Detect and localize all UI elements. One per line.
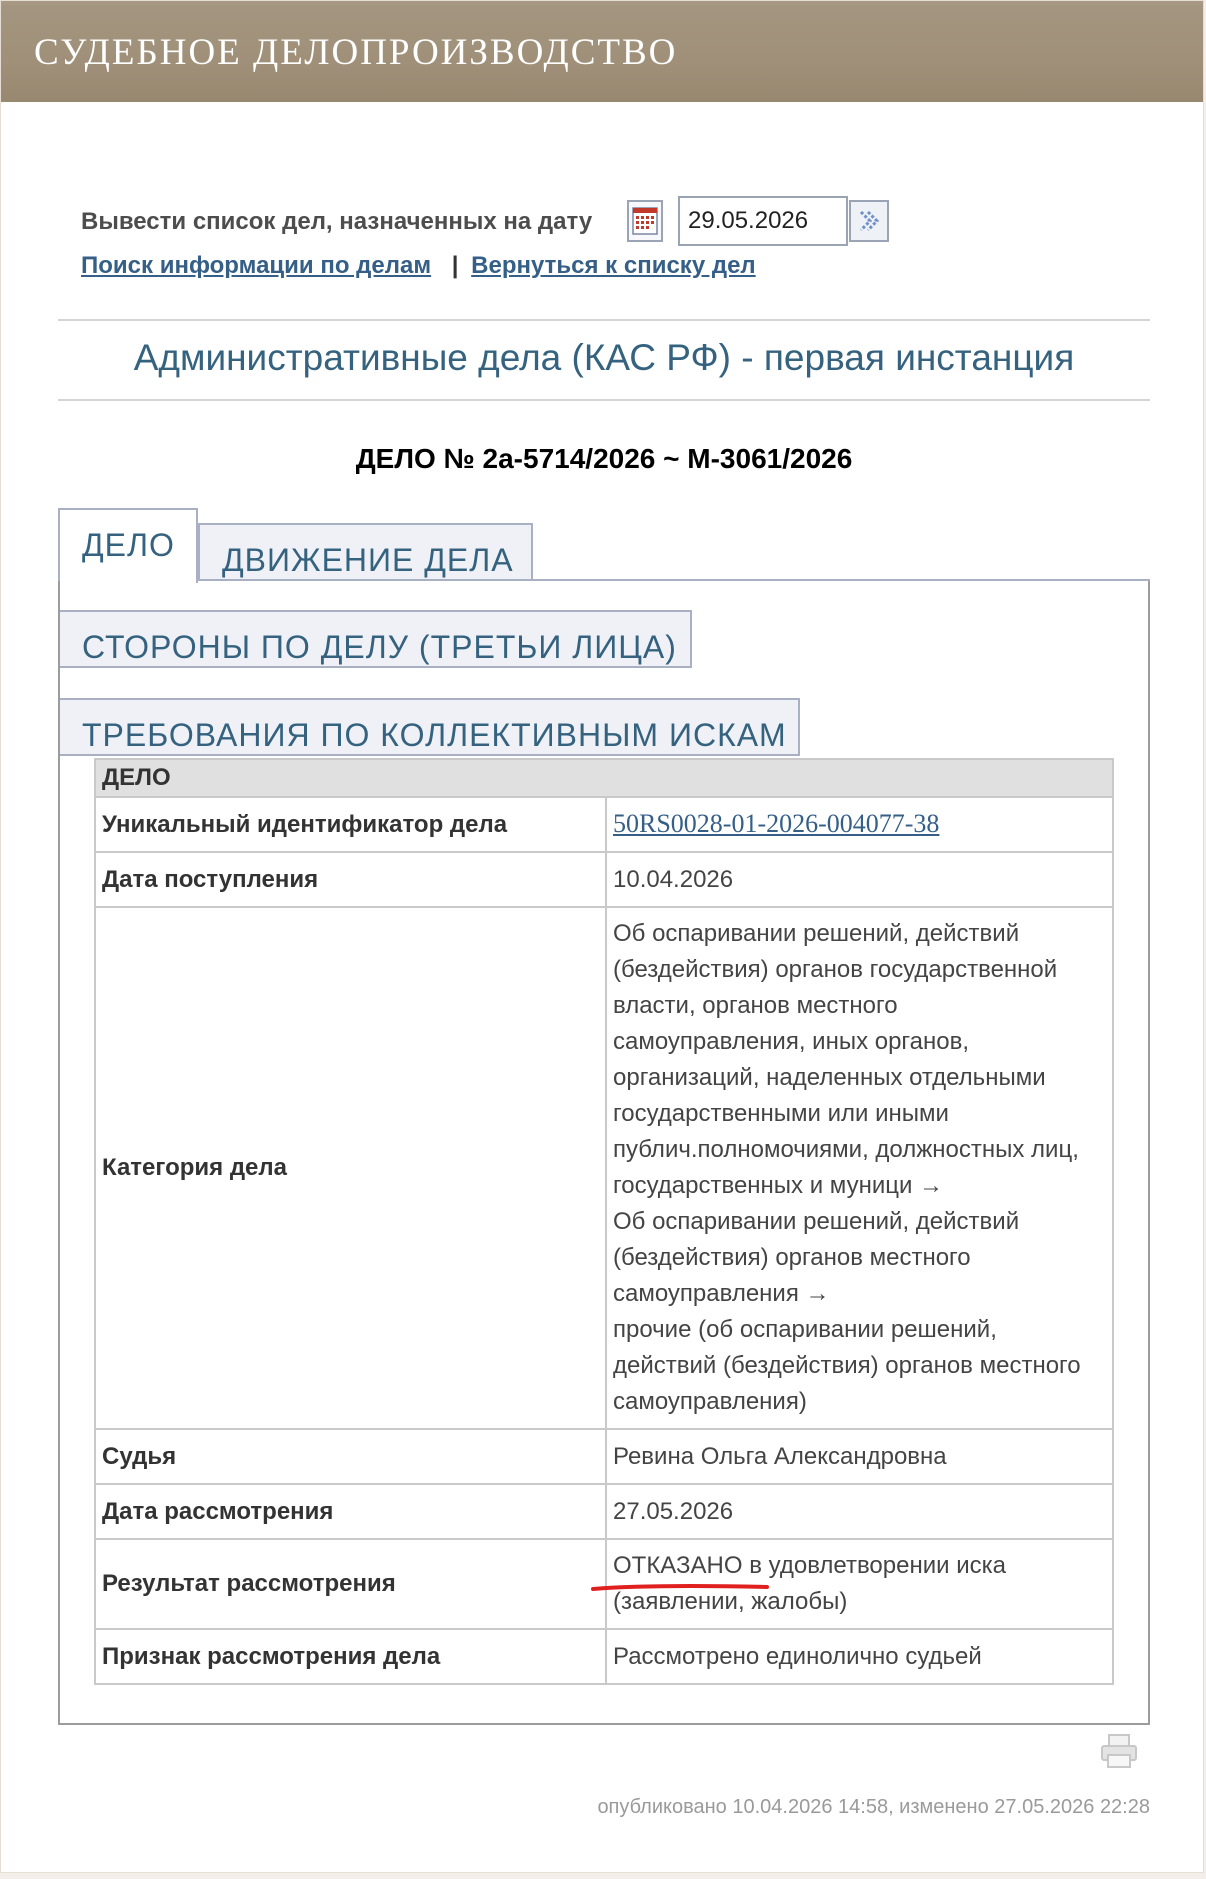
table-row: [95, 1539, 1113, 1629]
go-arrow-icon[interactable]: [849, 200, 889, 242]
hearing-date-value: 27.05.2026: [606, 1484, 1113, 1539]
result-label: Результат рассмотрения: [95, 1539, 606, 1629]
search-cases-link[interactable]: Поиск информации по делам: [81, 252, 432, 279]
category-line: организаций, наделенных отдельными: [613, 1064, 1046, 1091]
links-separator: |: [451, 252, 459, 279]
result-emphasis-wrap: [613, 1552, 749, 1579]
judge-value: Ревина Ольга Александровна: [606, 1429, 1113, 1484]
category-line: самоуправления, иных органов,: [613, 1028, 970, 1055]
uid-value: [606, 797, 1113, 852]
calendar-icon[interactable]: [627, 200, 663, 242]
category-line: власти, органов местного: [613, 992, 898, 1019]
mode-label: Признак рассмотрения дела: [95, 1629, 606, 1684]
tab-collective-claims[interactable]: ТРЕБОВАНИЯ ПО КОЛЛЕКТИВНЫМ ИСКАМ: [58, 698, 800, 756]
received-date-value: 10.04.2026: [606, 852, 1113, 907]
tab-case-movement[interactable]: ДВИЖЕНИЕ ДЕЛА: [198, 523, 533, 581]
category-line: действий (бездействия) органов местного: [613, 1352, 1081, 1379]
divider-top: [58, 319, 1150, 321]
back-to-list-link[interactable]: Вернуться к списку дел: [471, 252, 756, 279]
nav-links: [81, 252, 756, 280]
category-line: государственными или иными: [613, 1100, 949, 1127]
date-input[interactable]: [678, 196, 848, 246]
category-line: государственных и муници →: [613, 1172, 944, 1199]
table-row: [95, 852, 1113, 907]
result-emphasis: ОТКАЗАНО: [613, 1552, 743, 1579]
table-row: [95, 797, 1113, 852]
uid-label: Уникальный идентификатор дела: [95, 797, 606, 852]
category-line: самоуправления →: [613, 1280, 830, 1307]
category-line: самоуправления): [613, 1388, 807, 1415]
category-line: Об оспаривании решений, действий: [613, 1208, 1020, 1235]
table-row: [95, 1429, 1113, 1484]
table-header: ДЕЛО: [95, 759, 1113, 797]
date-filter-label: Вывести список дел, назначенных на дату: [81, 208, 593, 235]
site-header: [1, 1, 1203, 102]
result-rest: в удовлетворении иска: [749, 1552, 1006, 1579]
printer-icon[interactable]: [1099, 1731, 1139, 1771]
publication-meta: опубликовано 10.04.2026 14:58, изменено 27.05.2026 22:28: [597, 1796, 1150, 1818]
result-value: [606, 1539, 1113, 1629]
divider-bottom: [58, 399, 1150, 401]
category-line: Об оспаривании решений, действий: [613, 920, 1020, 947]
category-value: [606, 907, 1113, 1429]
uid-link[interactable]: 50RS0028-01-2026-004077-38: [613, 809, 940, 838]
section-title: Административные дела (КАС РФ) - первая инстанция: [133, 337, 1075, 378]
judge-label: Судья: [95, 1429, 606, 1484]
tab-parties[interactable]: СТОРОНЫ ПО ДЕЛУ (ТРЕТЬИ ЛИЦА): [58, 610, 692, 668]
tab-case[interactable]: ДЕЛО: [58, 508, 198, 583]
received-date-label: Дата поступления: [95, 852, 606, 907]
result-line-2: (заявлении, жалобы): [613, 1588, 848, 1615]
case-info-table: [94, 758, 1114, 1685]
table-header-row: [95, 759, 1113, 797]
table-row: [95, 1484, 1113, 1539]
category-line: прочие (об оспаривании решений,: [613, 1316, 997, 1343]
site-title: СУДЕБНОЕ ДЕЛОПРОИЗВОДСТВО: [34, 32, 678, 73]
hearing-date-label: Дата рассмотрения: [95, 1484, 606, 1539]
case-number-title: ДЕЛО № 2а-5714/2026 ~ М-3061/2026: [355, 443, 853, 474]
table-row: [95, 907, 1113, 1429]
mode-value: Рассмотрено единолично судьей: [606, 1629, 1113, 1684]
category-line: публич.полномочиями, должностных лиц,: [613, 1136, 1079, 1163]
table-row: [95, 1629, 1113, 1684]
category-line: (бездействия) органов местного: [613, 1244, 971, 1271]
category-line: (бездействия) органов государственной: [613, 956, 1058, 983]
red-underline-annotation: [591, 1580, 769, 1596]
category-label: Категория дела: [95, 907, 606, 1429]
